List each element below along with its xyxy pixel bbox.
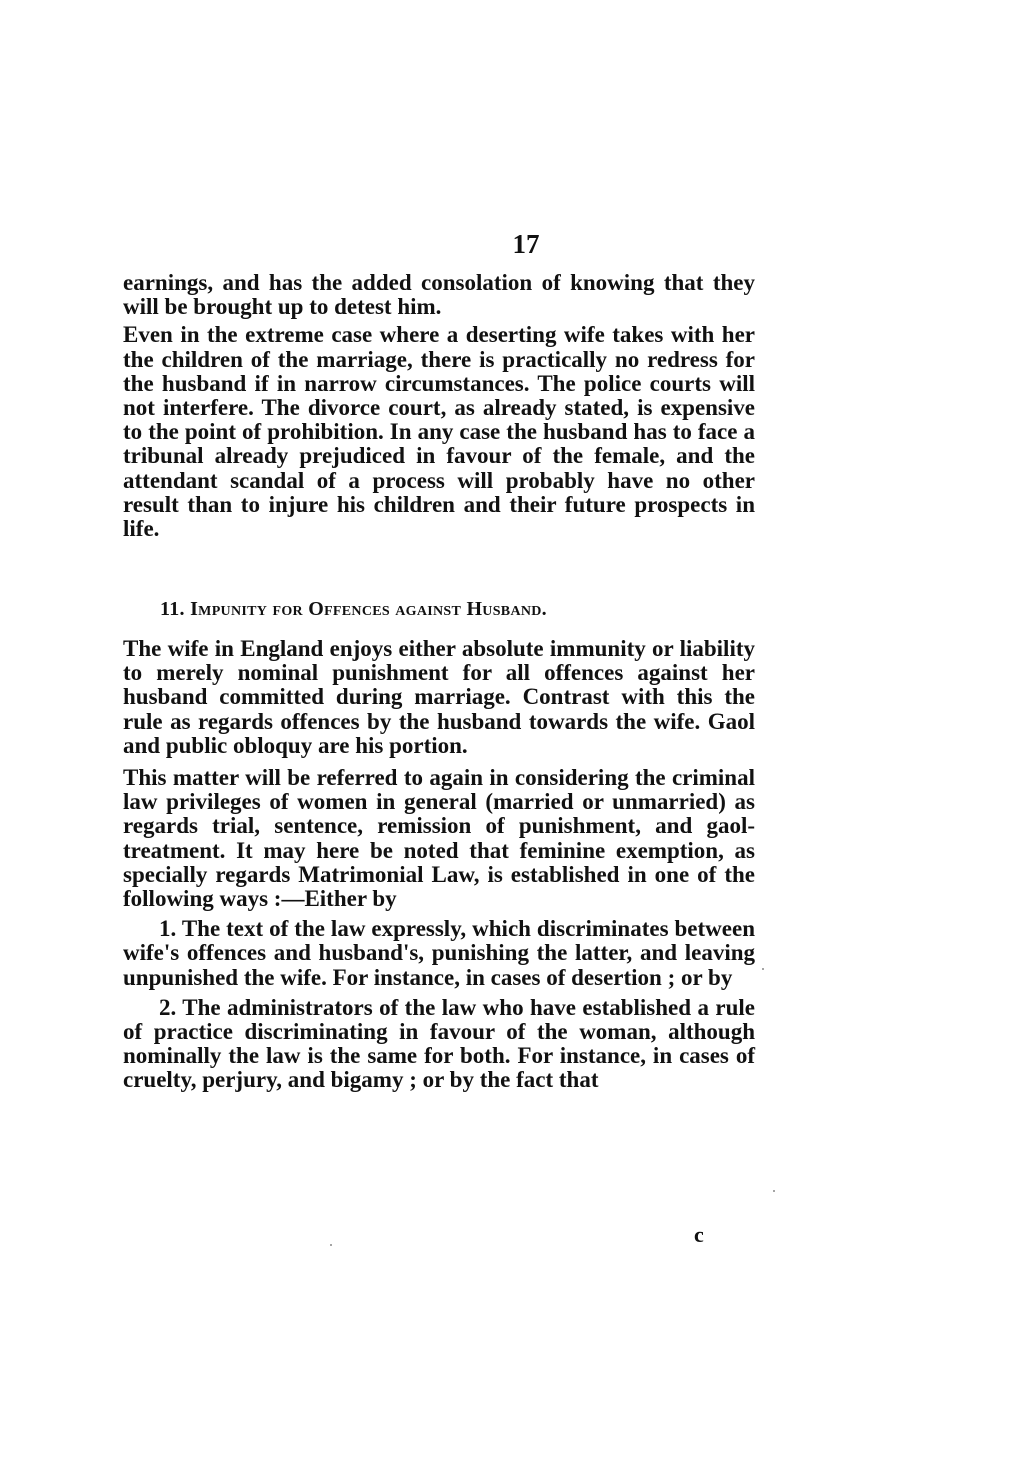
body-text-top bbox=[123, 271, 755, 541]
paragraph-continued: earnings, and has the added consolation of knowing that they will be brought up to detest him. bbox=[123, 270, 755, 320]
page-number: 17 bbox=[512, 229, 540, 259]
section-heading: 11. Impunity for Offences against Husband. bbox=[160, 598, 547, 620]
paragraph-immunity: The wife in England enjoys either absolute immunity or liability to merely nominal punishment for all offences against her husband committed during marriage. Contrast with this the rule as regards offences by the husband towards the wife. Gaol and public obloquy are his portion. bbox=[123, 636, 755, 758]
signature-mark: c bbox=[694, 1222, 704, 1247]
paper-speck bbox=[330, 1244, 332, 1246]
paragraph-criminal-law: This matter will be referred to again in considering the criminal law privileges of women in general (married or unmarried) as regards trial, sentence, remission of punishment, and gaol-treatment. It may here be noted that feminine exemption, as specially regards Matrimonial Law, is established in one of the following ways :—Either by bbox=[123, 765, 755, 912]
paragraph-deserting-wife: Even in the extreme case where a deserting wife takes with her the children of the marriage, there is practically no redress for the husband if in narrow circumstances. The police courts will not interfere. The divorce court, as already stated, is expensive to the point of prohibition. In any case the husband has to face a tribunal already prejudiced in favour of the female, and the attendant scandal of a process will probably have no other result than to injure his children and their future prospects in life. bbox=[123, 322, 755, 542]
body-text-bottom bbox=[123, 637, 755, 1093]
paper-speck bbox=[773, 1190, 775, 1192]
list-item-2: 2. The administrators of the law who have established a rule of practice discriminating in favour of the woman, although nominally the law is the same for both. For instance, in cases of cruelty, perjury, and bigamy ; or by the fact that bbox=[123, 994, 755, 1093]
list-item-1: 1. The text of the law expressly, which discriminates between wife's offences and husband's, punishing the latter, and leaving unpunished the wife. For instance, in cases of desertion ; or by bbox=[123, 916, 755, 990]
paper-speck bbox=[762, 968, 764, 970]
